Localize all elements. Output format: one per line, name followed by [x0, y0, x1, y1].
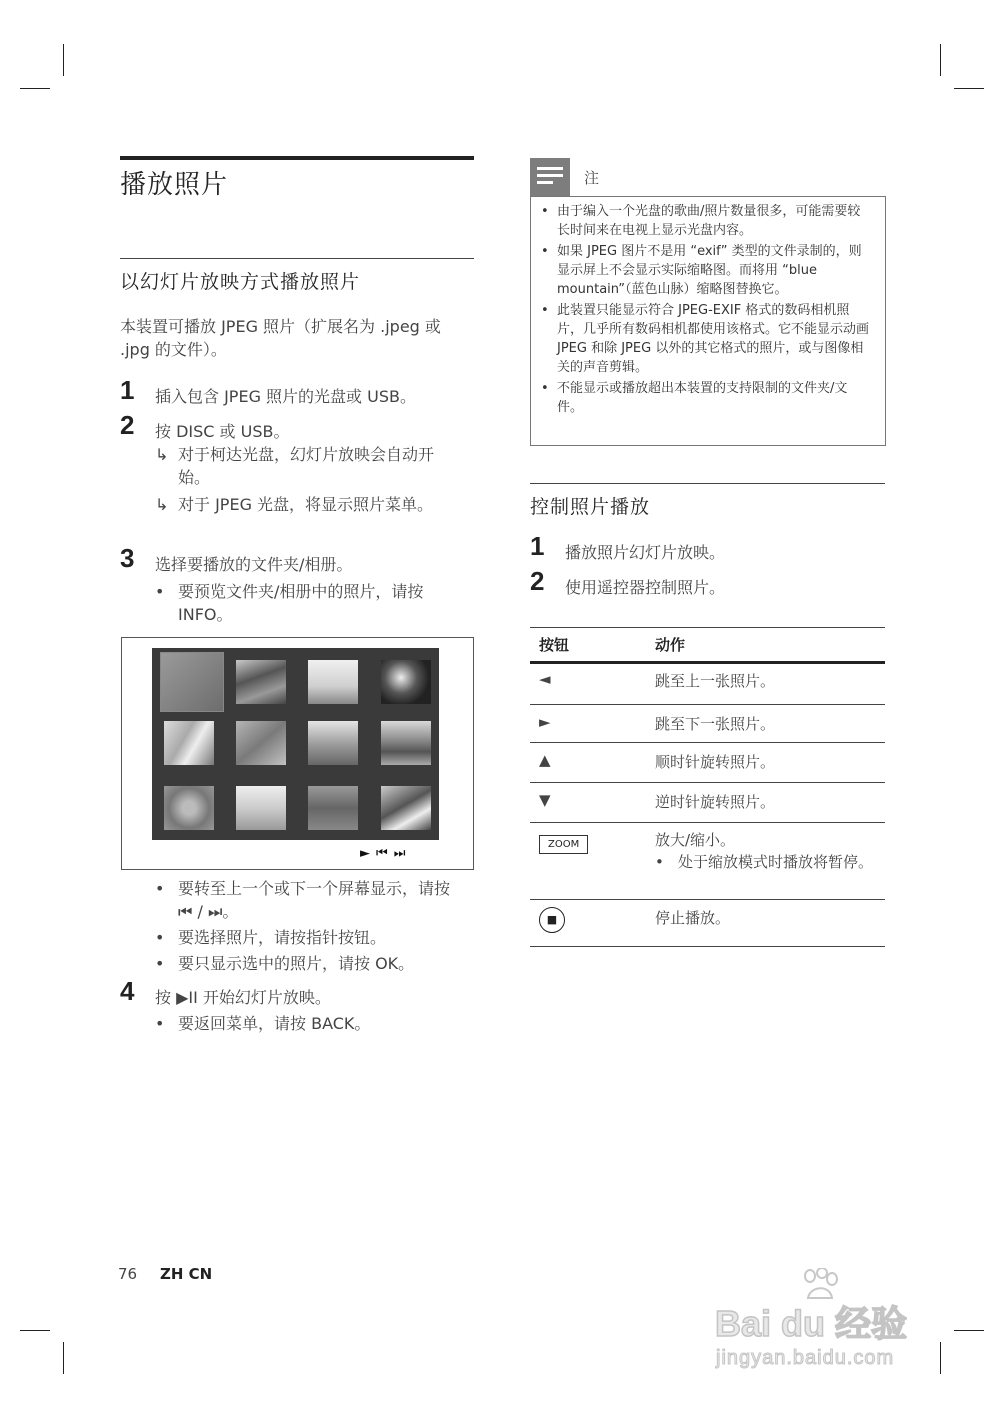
- control-table: [530, 627, 885, 947]
- step-text: 按 DISC 或 USB。: [155, 422, 290, 441]
- control-step-2: [530, 566, 885, 599]
- note-item: • 由于编入一个光盘的歌曲/照片数量很多，可能需要较长时间来在电视上显示光盘内容。: [541, 204, 861, 238]
- note-item: • 如果 JPEG 图片不是用 “exif” 类型的文件录制的，则显示屏上不会显示实际缩略图。而将用 “blue mountain”（蓝色山脉）缩略图替换它。: [541, 244, 862, 297]
- crop-mark: [954, 88, 984, 89]
- previous-icon: ⏮: [376, 846, 394, 861]
- watermark-url: jingyan.baidu.com: [716, 1347, 895, 1369]
- bullet-icon: •: [541, 204, 549, 219]
- photo-thumbnail: [236, 786, 286, 830]
- bullet-item: • 要只显示选中的照片，请按 OK。: [155, 954, 415, 973]
- crop-mark: [63, 44, 64, 76]
- photo-thumbnail: [164, 786, 214, 830]
- crop-mark: [940, 44, 941, 76]
- table-header-row: [530, 628, 885, 663]
- tv-screen: [152, 648, 439, 840]
- section-title-control: 控制照片播放: [530, 483, 885, 519]
- page-number: 76: [118, 1265, 138, 1283]
- bullet-item: • 要转至上一个或下一个屏幕显示，请按 ⏮ / ⏭。: [155, 879, 451, 921]
- control-step-1: [530, 531, 885, 564]
- action-cell: [655, 823, 885, 900]
- bullet-icon: •: [155, 582, 165, 601]
- photo-thumbnail: [308, 786, 358, 830]
- photo-thumbnail: [381, 786, 431, 830]
- bullet-icon: •: [541, 244, 549, 259]
- note-icon: [530, 158, 570, 196]
- bullet-icon: •: [155, 954, 165, 973]
- button-cell: [530, 823, 655, 900]
- step-number: 4: [120, 976, 135, 1006]
- photo-thumbnail: [236, 660, 286, 704]
- photo-thumbnail: [164, 721, 214, 765]
- zoom-button-icon: ZOOM: [539, 835, 588, 854]
- table-row: [530, 743, 885, 783]
- button-symbol: ▲: [539, 751, 551, 769]
- note-item: • 不能显示或播放超出本装置的支持限制的文件夹/文件。: [541, 381, 848, 415]
- step-4: [120, 976, 474, 1035]
- bullet-icon: •: [541, 381, 549, 396]
- bullet-item: • 处于缩放模式时播放将暂停。: [655, 853, 874, 871]
- step-1: [120, 375, 474, 408]
- table-header: 动作: [655, 636, 686, 654]
- screen-nav-icons: [360, 846, 450, 861]
- button-cell: [530, 900, 655, 947]
- crop-mark: [63, 1342, 64, 1374]
- action-text: 跳至下一张照片。: [655, 715, 776, 733]
- bullet-icon: •: [655, 853, 664, 871]
- table-row: [530, 663, 885, 705]
- step-3: [120, 543, 474, 626]
- step-number: 1: [530, 531, 545, 561]
- intro-text: 本装置可播放 JPEG 照片（扩展名为 .jpeg 或 .jpg 的文件）。: [120, 317, 441, 359]
- button-symbol: ►: [539, 713, 551, 731]
- step-text: 选择要播放的文件夹/相册。: [155, 555, 353, 574]
- arrow-icon: ↳: [155, 445, 169, 464]
- crop-mark: [954, 1330, 984, 1331]
- action-text: 逆时针旋转照片。: [655, 793, 776, 811]
- table-header: 按钮: [539, 636, 570, 654]
- stop-button-icon: ■: [539, 907, 565, 933]
- table-row: [530, 783, 885, 823]
- section-title-slideshow: 以幻灯片放映方式播放照片: [120, 258, 474, 294]
- photo-thumbnail: [381, 721, 431, 765]
- table-row: [530, 900, 885, 947]
- language-code: ZH CN: [160, 1265, 213, 1283]
- next-icon: ⏭: [393, 846, 412, 861]
- button-symbol: ◄: [539, 670, 551, 688]
- step-number: 2: [530, 566, 545, 596]
- crop-mark: [20, 88, 50, 89]
- photo-thumbnail: [160, 652, 224, 712]
- step-number: 1: [120, 375, 135, 405]
- bullet-icon: •: [155, 879, 165, 898]
- note-label: 注: [584, 169, 600, 187]
- action-text: 放大/缩小。: [655, 831, 736, 849]
- crop-mark: [940, 1342, 941, 1374]
- action-text: 停止播放。: [655, 909, 731, 927]
- step-text: 使用遥控器控制照片。: [565, 578, 726, 597]
- bullet-item: • 要预览文件夹/相册中的照片，请按 INFO。: [155, 582, 424, 624]
- bullet-icon: •: [155, 1014, 165, 1033]
- photo-thumbnail: [308, 660, 358, 704]
- arrow-icon: ↳: [155, 495, 169, 514]
- step-number: 2: [120, 410, 135, 440]
- photo-thumbnail: [308, 721, 358, 765]
- step-number: 3: [120, 543, 135, 573]
- button-symbol: ▼: [539, 791, 551, 809]
- step-2: [120, 410, 474, 516]
- step-text: 播放照片幻灯片放映。: [565, 543, 726, 562]
- page-title: 播放照片: [120, 156, 474, 201]
- result-item: ↳ 对于柯达光盘，幻灯片放映会自动开始。: [155, 445, 435, 487]
- table-row: [530, 823, 885, 900]
- note-item: • 此装置只能显示符合 JPEG-EXIF 格式的数码相机照片，几乎所有数码相机都使用该格式。它不能显示动画 JPEG 和除 JPEG 以外的其它格式的照片，或与图像相关的声音剪辑。: [541, 303, 870, 375]
- step-text: 按 ▶II 开始幻灯片放映。: [155, 988, 331, 1007]
- note-box: [530, 196, 886, 446]
- bullet-item: • 要返回菜单，请按 BACK。: [155, 1014, 371, 1033]
- photo-thumbnail: [236, 721, 286, 765]
- action-text: 顺时针旋转照片。: [655, 753, 776, 771]
- bullet-icon: •: [541, 303, 549, 318]
- play-icon: ►: [360, 846, 376, 861]
- screen-instructions: [155, 877, 455, 975]
- table-row: [530, 705, 885, 743]
- bullet-item: • 要选择照片，请按指针按钮。: [155, 928, 387, 947]
- action-text: 跳至上一张照片。: [655, 672, 776, 690]
- step-text: 插入包含 JPEG 照片的光盘或 USB。: [155, 387, 416, 406]
- note-list: [531, 202, 885, 417]
- result-item: ↳ 对于 JPEG 光盘，将显示照片菜单。: [155, 495, 434, 514]
- bullet-icon: •: [155, 928, 165, 947]
- thumbnail-screen-figure: [121, 637, 474, 870]
- photo-thumbnail: [381, 660, 431, 704]
- watermark-text: Bai du 经验: [715, 1303, 908, 1344]
- crop-mark: [20, 1330, 50, 1331]
